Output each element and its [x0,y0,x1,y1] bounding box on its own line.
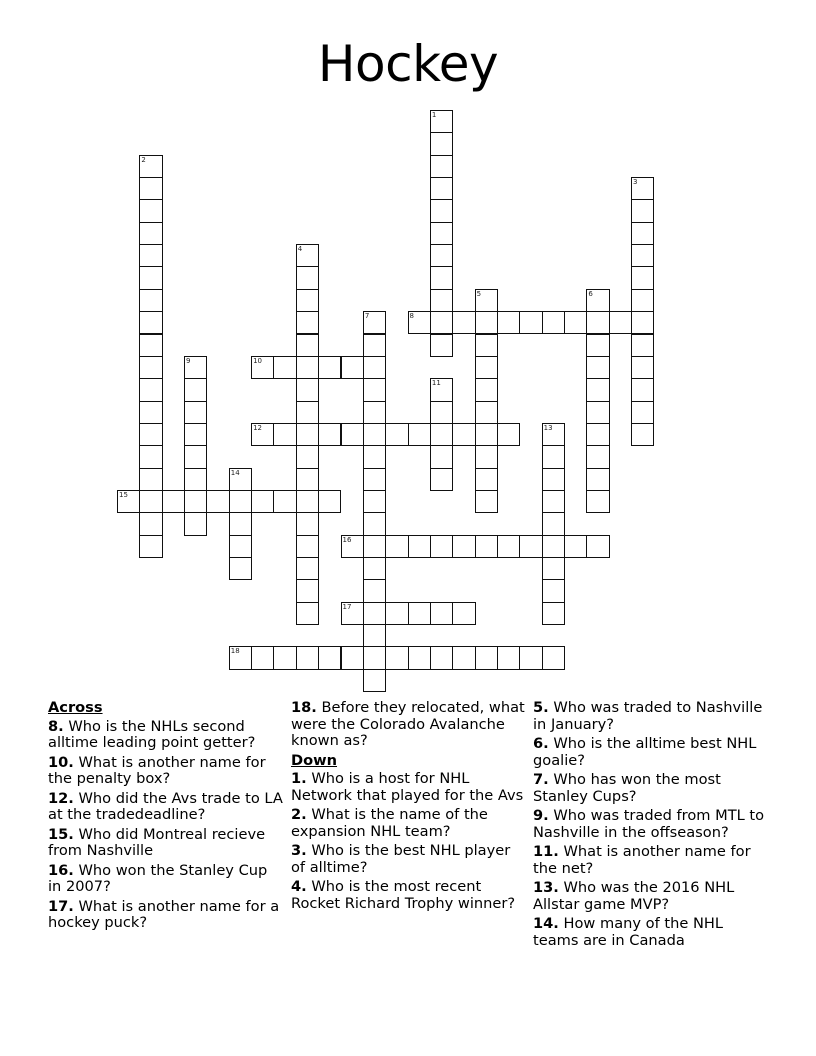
clue-text: Who did the Avs trade to LA at the tradedeadline? [48,789,283,823]
grid-cell[interactable] [430,311,453,334]
grid-cell[interactable] [430,110,453,133]
clue-down-1 [291,771,527,804]
grid-cell[interactable] [430,222,453,245]
grid-cell[interactable] [139,334,162,357]
grid-cell[interactable] [408,423,431,446]
grid-cell[interactable] [430,378,453,401]
grid-cell[interactable] [229,490,252,513]
clue-across-12 [48,791,284,824]
grid-cell[interactable] [296,535,319,558]
cell-number: 3 [633,178,638,187]
grid-cell[interactable] [430,423,453,446]
grid-cell[interactable] [318,356,341,379]
grid-cell[interactable] [475,401,498,424]
clue-text: Who won the Stanley Cup in 2007? [48,861,268,895]
grid-cell[interactable] [296,401,319,424]
clue-down-14 [533,916,769,949]
grid-cell[interactable] [430,401,453,424]
grid-cell[interactable] [452,535,475,558]
grid-cell[interactable] [296,244,319,267]
grid-cell[interactable] [363,557,386,580]
grid-cell[interactable] [631,289,654,312]
grid-cell[interactable] [229,646,252,669]
grid-cell[interactable] [363,468,386,491]
clue-down-7 [533,772,769,805]
grid-cell[interactable] [139,468,162,491]
grid-cell[interactable] [542,646,565,669]
grid-cell[interactable] [631,222,654,245]
grid-cell[interactable] [542,311,565,334]
grid-cell[interactable] [341,356,364,379]
grid-cell[interactable] [363,401,386,424]
grid-cell[interactable] [385,423,408,446]
grid-cell[interactable] [519,311,542,334]
grid-cell[interactable] [363,624,386,647]
grid-cell[interactable] [408,535,431,558]
grid-cell[interactable] [497,535,520,558]
clue-number: 16. [48,861,74,879]
grid-cell[interactable] [184,445,207,468]
cell-number: 14 [230,468,240,477]
grid-cell[interactable] [385,602,408,625]
grid-cell[interactable] [296,334,319,357]
grid-cell[interactable] [586,334,609,357]
grid-cell[interactable] [385,535,408,558]
grid-cell[interactable] [363,356,386,379]
clue-text: Who was traded from MTL to Nashville in the offseason? [533,807,765,841]
clue-number: 17. [48,897,74,915]
grid-cell[interactable] [631,423,654,446]
cell-number: 4 [297,245,303,254]
grid-cell[interactable] [542,445,565,468]
clue-down-11 [533,844,769,877]
grid-cell[interactable] [273,423,296,446]
grid-cell[interactable] [363,311,386,334]
grid-cell[interactable] [497,311,520,334]
clue-text: Before they relocated, what were the Colorado Avalanche known as? [291,699,525,749]
grid-cell[interactable] [184,378,207,401]
cell-number: 9 [186,356,191,365]
grid-cell[interactable] [229,557,252,580]
grid-cell[interactable] [542,557,565,580]
clue-text: Who was the 2016 NHL Allstar game MVP? [533,879,735,913]
clue-number: 18. [291,699,317,716]
grid-cell[interactable] [363,445,386,468]
clue-text: How many of the NHL teams are in Canada [533,915,723,949]
grid-cell[interactable] [586,289,609,312]
grid-cell[interactable] [609,311,632,334]
grid-cell[interactable] [542,512,565,535]
grid-cell[interactable] [296,557,319,580]
grid-cell[interactable] [475,646,498,669]
grid-cell[interactable] [363,423,386,446]
grid-cell[interactable] [363,334,386,357]
grid-cell[interactable] [497,646,520,669]
clue-number: 7. [533,771,549,788]
grid-cell[interactable] [631,199,654,222]
grid-cell[interactable] [631,266,654,289]
grid-cell[interactable] [363,490,386,513]
grid-cell[interactable] [586,401,609,424]
grid-cell[interactable] [430,468,453,491]
grid-cell[interactable] [251,423,274,446]
grid-cell[interactable] [296,311,319,334]
grid-cell[interactable] [117,490,140,513]
grid-cell[interactable] [430,445,453,468]
down-heading: Down [291,751,338,769]
clue-number: 2. [291,806,307,823]
grid-cell[interactable] [139,356,162,379]
cell-number: 2 [141,155,146,164]
clue-across-10 [48,755,284,788]
grid-cell[interactable] [139,289,162,312]
clue-down-2 [291,807,527,840]
grid-cell[interactable] [296,423,319,446]
grid-cell[interactable] [631,244,654,267]
grid-cell[interactable] [408,311,431,334]
grid-cell[interactable] [542,535,565,558]
grid-cell[interactable] [586,378,609,401]
clue-across-16 [48,863,284,896]
grid-cell[interactable] [296,356,319,379]
grid-cell[interactable] [631,378,654,401]
clue-text: Who is the alltime best NHL goalie? [533,735,757,769]
clue-number: 4. [291,878,307,895]
grid-cell[interactable] [452,646,475,669]
cell-number: 10 [253,356,263,365]
grid-cell[interactable] [296,468,319,491]
grid-cell[interactable] [631,401,654,424]
grid-cell[interactable] [296,445,319,468]
cell-number: 15 [119,490,128,499]
clue-number: 1. [291,770,307,787]
cell-number: 8 [409,312,415,321]
grid-cell[interactable] [139,177,162,200]
grid-cell[interactable] [475,356,498,379]
grid-cell[interactable] [296,266,319,289]
grid-cell[interactable] [363,646,386,669]
grid-cell[interactable] [363,579,386,602]
clue-down-6 [533,736,769,769]
cell-number: 17 [342,602,352,611]
clue-number: 12. [48,789,74,807]
grid-cell[interactable] [430,334,453,357]
clue-across-8 [48,719,284,752]
grid-cell[interactable] [273,490,296,513]
grid-cell[interactable] [430,646,453,669]
clue-across-17 [48,899,284,932]
grid-cell[interactable] [475,423,498,446]
cell-number: 13 [543,423,553,432]
clue-text: Who is the most recent Rocket Richard Trophy winner? [291,878,516,912]
clue-text: What is another name for a hockey puck? [48,897,280,931]
clue-number: 9. [533,807,549,824]
grid-cell[interactable] [586,356,609,379]
grid-cell[interactable] [296,579,319,602]
clue-number: 3. [291,842,307,859]
grid-cell[interactable] [475,490,498,513]
cell-number: 1 [431,111,437,119]
grid-cell[interactable] [162,490,185,513]
grid-cell[interactable] [542,602,565,625]
grid-cell[interactable] [408,646,431,669]
grid-cell[interactable] [318,646,341,669]
clue-across-15 [48,827,284,860]
clue-number: 10. [48,753,74,771]
cell-number: 16 [342,535,352,544]
grid-cell[interactable] [497,423,520,446]
grid-cell[interactable] [564,535,587,558]
grid-cell[interactable] [542,423,565,446]
grid-cell[interactable] [139,535,162,558]
grid-cell[interactable] [139,155,162,178]
grid-cell[interactable] [519,535,542,558]
grid-cell[interactable] [475,535,498,558]
grid-cell[interactable] [206,490,229,513]
grid-cell[interactable] [542,490,565,513]
grid-cell[interactable] [229,468,252,491]
grid-cell[interactable] [430,199,453,222]
grid-cell[interactable] [475,311,498,334]
grid-cell[interactable] [475,445,498,468]
grid-cell[interactable] [139,378,162,401]
grid-cell[interactable] [296,512,319,535]
clue-number: 15. [48,825,74,843]
grid-cell[interactable] [363,535,386,558]
grid-cell[interactable] [139,490,162,513]
grid-cell[interactable] [318,490,341,513]
grid-cell[interactable] [542,468,565,491]
clue-number: 8. [48,717,64,735]
grid-cell[interactable] [475,289,498,312]
grid-cell[interactable] [139,512,162,535]
grid-cell[interactable] [385,646,408,669]
grid-cell[interactable] [139,244,162,267]
grid-cell[interactable] [363,602,386,625]
grid-cell[interactable] [631,334,654,357]
grid-cell[interactable] [430,244,453,267]
grid-cell[interactable] [251,646,274,669]
clue-number: 6. [533,735,549,752]
clue-text: Who did Montreal recieve from Nashville [48,825,266,859]
grid-cell[interactable] [251,356,274,379]
clues-column-3 [533,700,769,952]
grid-cell[interactable] [184,490,207,513]
cell-number: 6 [588,289,593,298]
clue-number: 11. [533,843,559,860]
grid-cell[interactable] [475,468,498,491]
clue-text: What is another name for the penalty box? [48,753,266,787]
grid-cell[interactable] [318,423,341,446]
grid-cell[interactable] [564,311,587,334]
grid-cell[interactable] [341,423,364,446]
grid-cell[interactable] [430,289,453,312]
clue-text: Who is the NHLs second alltime leading point getter? [48,717,256,751]
grid-cell[interactable] [251,490,274,513]
grid-cell[interactable] [408,602,431,625]
grid-cell[interactable] [631,356,654,379]
clue-text: Who was traded to Nashville in January? [533,699,763,733]
grid-cell[interactable] [452,423,475,446]
grid-cell[interactable] [430,155,453,178]
grid-cell[interactable] [586,311,609,334]
grid-cell[interactable] [341,646,364,669]
grid-cell[interactable] [430,132,453,155]
clues-column-1 [48,700,284,935]
grid-cell[interactable] [296,602,319,625]
clue-number: 5. [533,699,549,716]
clue-number: 14. [533,915,559,932]
across-heading: Across [48,699,103,716]
cell-number: 5 [476,289,482,298]
grid-cell[interactable] [542,579,565,602]
grid-cell[interactable] [631,311,654,334]
clue-number: 13. [533,879,559,896]
grid-cell[interactable] [452,311,475,334]
cell-number: 11 [431,379,441,388]
grid-cell[interactable] [184,401,207,424]
grid-cell[interactable] [184,512,207,535]
clue-text: Who is a host for NHL Network that played for the Avs [291,770,524,804]
clue-down-3 [291,843,527,876]
grid-cell[interactable] [430,602,453,625]
clue-text: What is another name for the net? [533,843,751,877]
clue-text: What is the name of the expansion NHL team? [291,806,488,840]
grid-cell[interactable] [184,468,207,491]
grid-cell[interactable] [430,266,453,289]
grid-cell[interactable] [139,266,162,289]
grid-cell[interactable] [586,423,609,446]
grid-cell[interactable] [229,512,252,535]
puzzle-title: Hockey [317,35,499,93]
grid-cell[interactable] [296,289,319,312]
grid-cell[interactable] [139,311,162,334]
clue-text: Who has won the most Stanley Cups? [533,771,721,805]
grid-cell[interactable] [184,423,207,446]
grid-cell[interactable] [363,669,386,692]
grid-cell[interactable] [341,602,364,625]
clue-across-18 [291,700,527,750]
grid-cell[interactable] [139,199,162,222]
grid-cell[interactable] [139,401,162,424]
clue-down-5 [533,700,769,733]
grid-cell[interactable] [139,445,162,468]
grid-cell[interactable] [296,490,319,513]
grid-cell[interactable] [519,646,542,669]
grid-cell[interactable] [452,602,475,625]
grid-cell[interactable] [184,356,207,379]
grid-cell[interactable] [341,535,364,558]
grid-cell[interactable] [229,535,252,558]
grid-cell[interactable] [273,356,296,379]
grid-cell[interactable] [296,646,319,669]
clue-down-4 [291,879,527,912]
grid-cell[interactable] [631,177,654,200]
grid-cell[interactable] [139,222,162,245]
cell-number: 7 [364,312,370,321]
grid-cell[interactable] [586,535,609,558]
clue-text: Who is the best NHL player of alltime? [291,842,511,876]
grid-cell[interactable] [363,378,386,401]
cell-number: 18 [230,647,240,656]
clues-column-2 [291,700,527,915]
grid-cell[interactable] [475,378,498,401]
grid-cell[interactable] [586,490,609,513]
grid-cell[interactable] [586,445,609,468]
grid-cell[interactable] [475,334,498,357]
grid-cell[interactable] [296,378,319,401]
grid-cell[interactable] [273,646,296,669]
grid-cell[interactable] [430,177,453,200]
grid-cell[interactable] [363,512,386,535]
cell-number: 12 [253,423,263,432]
grid-cell[interactable] [430,535,453,558]
clue-down-9 [533,808,769,841]
clue-down-13 [533,880,769,913]
grid-cell[interactable] [586,468,609,491]
grid-cell[interactable] [139,423,162,446]
